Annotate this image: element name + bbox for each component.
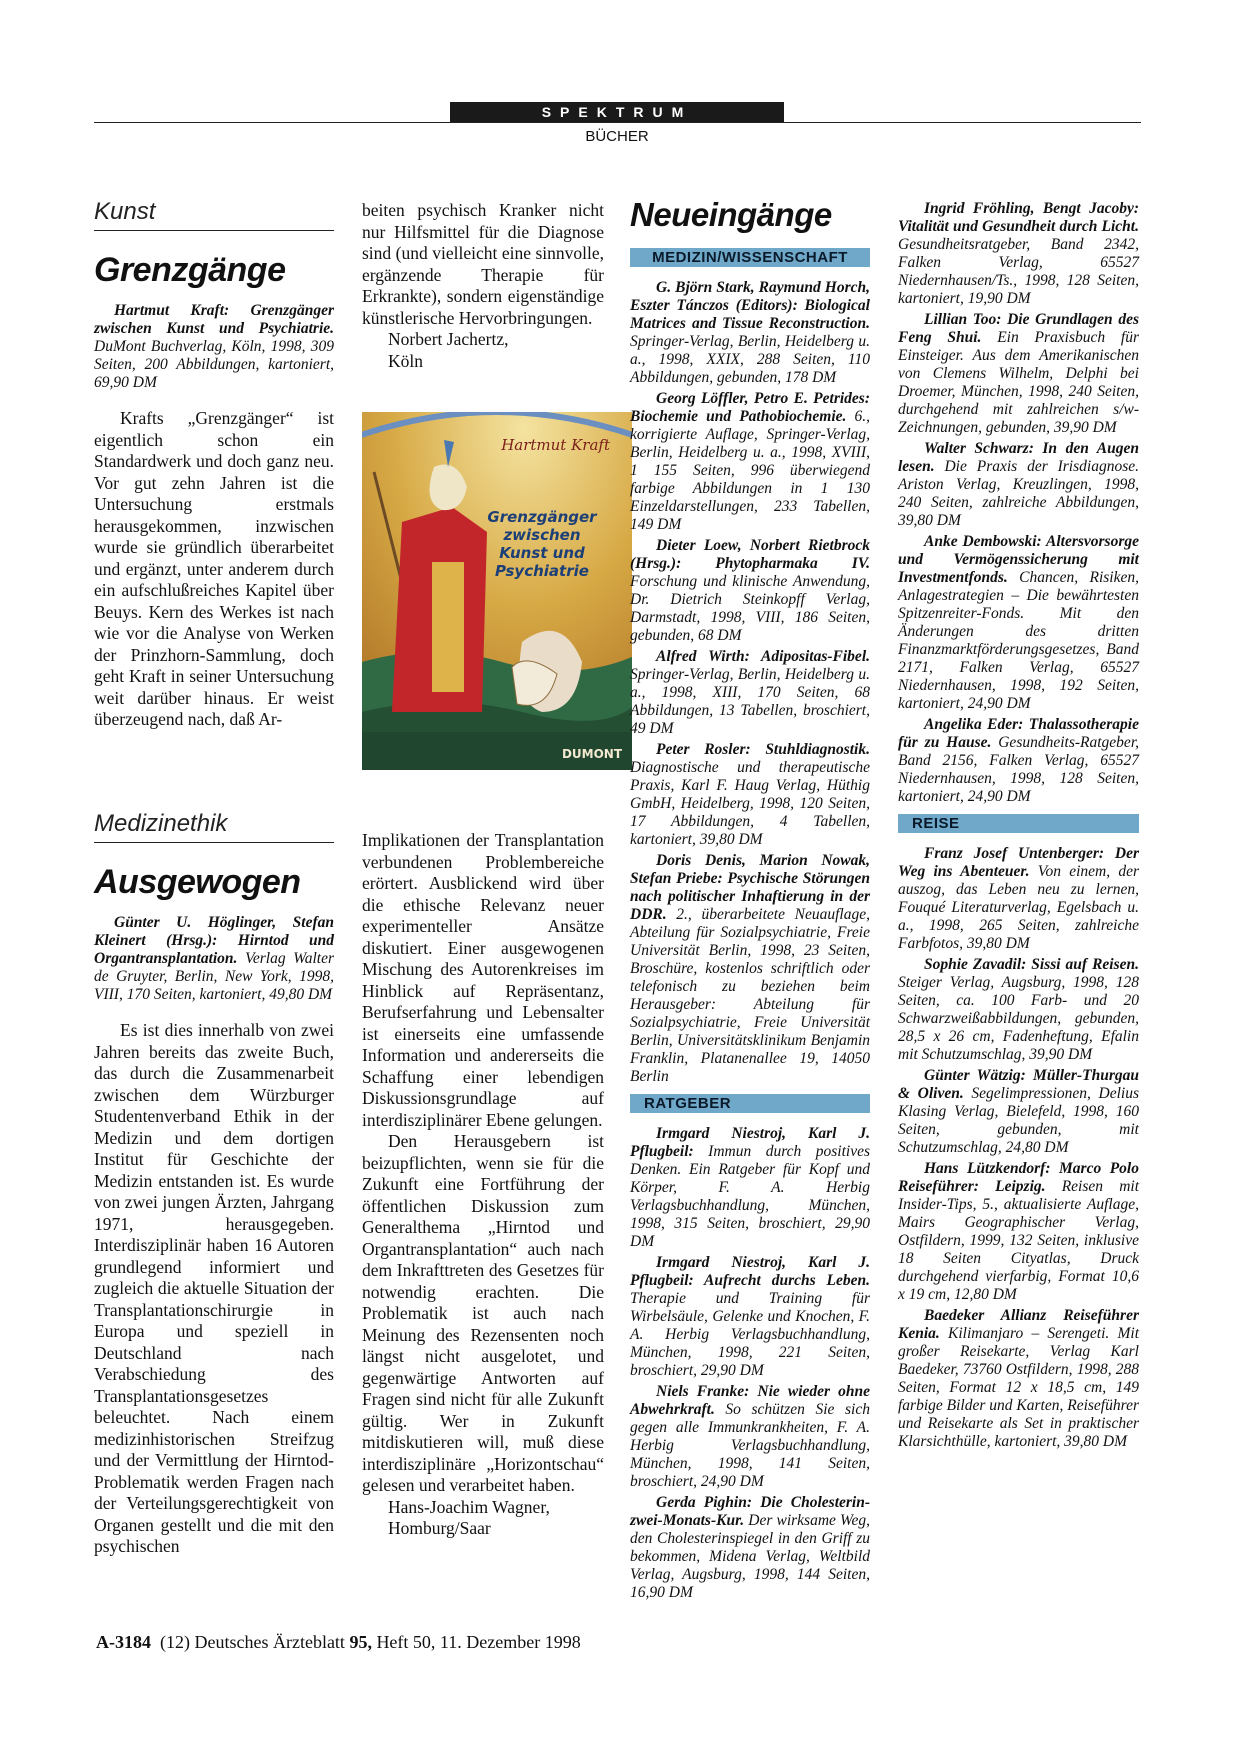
book-entry-details: Ein Praxisbuch für Einsteiger. Aus dem Amerikanischen von Clemens Wilhelm, Delphi bei Droemer, München, 1998, 240 Seiten, durchgehend mit zahlreichen s/w-Zeichnungen, gebunden, 39,90 DM — [898, 329, 1139, 436]
book-entry-details: Diagnostische und therapeutische Praxis, Karl F. Haug Verlag, Hüthig GmbH, Heidelberg, 1998, 120 Seiten, 17 Abbildungen, 4 Tabellen, kartoniert, 39,80 DM — [630, 759, 870, 848]
book-entry — [630, 390, 870, 534]
book-entry-title: Irmgard Niestroj, Karl J. Pflugbeil: Aufrecht durchs Leben. — [630, 1254, 870, 1289]
book-entry-details: Gesundheitsratgeber, Band 2342, Falken Verlag, 65527 Niedernhausen/Ts., 1998, 128 Seiten, kartoniert, 19,90 DM — [898, 236, 1139, 307]
article-kunst — [94, 198, 334, 731]
book-entry-title: Gerda Pighin: Die Cholesterin-zwei-Monats-Kur. — [630, 1494, 870, 1529]
paragraph: Krafts „Grenzgänger“ ist eigentlich schon ein Standardwerk und doch ganz neu. Vor gut zehn Jahren ist die Untersuchung erstmals herausgekommen, inzwischen wurde sie gründlich überarbeitet und ergänzt, unter anderem durch ein aufschlußreiches Kapitel über Beuys. Kern des Werkes ist nach wie vor die Analyse von Werken der Prinzhorn-Sammlung, doch geht Kraft in seiner Untersuchung weit darüber hinaus. Er weist überzeugend nach, daß Ar- — [94, 408, 334, 729]
book-entry-details: 2., überarbeitete Neuauflage, Abteilung für Sozialpsychiatrie, Freie Universität Berlin, 1998, 23 Seiten, Broschüre, kostenlos schriftlich oder telefonisch zu beziehen beim Herausgeber: Abteilung für Sozialpsychiatrie, Freie Universität Berlin, Universitätsklinikum Benjamin Franklin, Platanenallee 19, 14050 Berlin — [630, 906, 870, 1085]
book-entry-details: Segelimpressionen, Delius Klasing Verlag, Bielefeld, 1998, 160 Seiten, gebunden, mit Schutzumschlag, 24,80 DM — [898, 1085, 1139, 1156]
book-entry-title: G. Björn Stark, Raymund Horch, Eszter Tánczos (Editors): Biological Matrices and Tissue Reconstruction. — [630, 279, 870, 332]
book-entry-title: Alfred Wirth: Adipositas-Fibel. — [656, 648, 870, 665]
biblio-grenzgaenge — [94, 302, 334, 392]
book-entry — [630, 1383, 870, 1491]
section-header-bar: SPEKTRUM — [450, 102, 784, 122]
article-body-continued — [362, 200, 604, 329]
book-entry — [630, 1125, 870, 1251]
header-rule — [94, 122, 1141, 123]
book-entry — [630, 537, 870, 645]
book-entry-details: Die Praxis der Irisdiagnose. Ariston Verlag, Kreuzlingen, 1998, 240 Seiten, zahlreiche Abbildungen, 39,80 DM — [898, 458, 1139, 529]
reviewer-place: Homburg/Saar — [388, 1518, 491, 1538]
book-entry-title: Peter Rosler: Stuhldiagnostik. — [656, 741, 870, 758]
book-entry-details: Springer-Verlag, Berlin, Heidelberg u. a., 1998, XIII, 170 Seiten, 68 Abbildungen, 13 Tabellen, broschiert, 49 DM — [630, 666, 870, 737]
book-entry-title: Niels Franke: Nie wieder ohne Abwehrkraft. — [630, 1383, 870, 1418]
book-entry-details: Steiger Verlag, Augsburg, 1998, 128 Seiten, ca. 100 Farb- und 20 Schwarzweißabbildungen, gebunden, 28,5 x 26 cm, Fadenheftung, Efalin mit Schutzumschlag, 39,90 DM — [898, 974, 1139, 1063]
book-entry-details: Der wirksame Weg, den Cholesterinspiegel in den Griff zu bekommen, Midena Verlag, Weltbild Verlag, Augsburg, 1998, 144 Seiten, 16,90 DM — [630, 1512, 870, 1601]
cover-publisher: DUMONT — [561, 747, 623, 761]
book-entry-details: Gesundheits-Ratgeber, Band 2156, Falken Verlag, 65527 Niedernhausen, 1998, 128 Seiten, kartoniert, 24,90 DM — [898, 734, 1140, 805]
reviewer-name: Norbert Jachertz, — [388, 329, 509, 349]
book-entry-details: Von einem, der auszog, das Leben neu zu lernen, Fouqué Literaturverlag, Egelsbach u. a., 1998, 265 Seiten, zahlreiche Farbfotos, 39,80 DM — [898, 863, 1139, 952]
new-arrivals-list-continued — [898, 200, 1139, 1451]
book-entry-title: Irmgard Niestroj, Karl J. Pflugbeil: — [630, 1125, 870, 1160]
headline-grenzgaenge: Grenzgänge — [94, 251, 286, 289]
book-entry-details: So schützen Sie sich gegen alle Immunkrankheiten, F. A. Herbig Verlagsbuchhandlung, München, 1998, 141 Seiten, broschiert, 24,90 DM — [630, 1401, 870, 1490]
book-entry-details: Springer-Verlag, Berlin, Heidelberg u. a., 1998, XXIX, 288 Seiten, 110 Abbildungen, gebunden, 178 DM — [630, 333, 870, 386]
book-entry — [898, 1067, 1139, 1157]
column-1 — [94, 198, 335, 1556]
book-entry — [898, 1307, 1139, 1451]
book-entry — [898, 200, 1139, 308]
book-entry-title: Franz Josef Untenberger: Der Weg ins Abenteuer. — [898, 845, 1139, 880]
book-entry-title: Günter Wätzig: Müller-Thurgau & Oliven. — [898, 1067, 1139, 1102]
column-4 — [898, 200, 1139, 1454]
reviewer-place: Köln — [388, 350, 423, 371]
page-number: A-3184 — [96, 1632, 151, 1652]
cover-title-line: zwischen — [503, 526, 581, 544]
issue-date: Heft 50, 11. Dezember 1998 — [376, 1632, 581, 1652]
book-entry-title: Baedeker Allianz Reiseführer Kenia. — [898, 1307, 1139, 1342]
section-bar: RATGEBER — [630, 1094, 870, 1113]
article-body-continued — [362, 830, 604, 1497]
journal-name: (12) Deutsches Ärzteblatt — [160, 1632, 345, 1652]
book-entry-title: Hans Lützkendorf: Marco Polo Reiseführer: Leipzig. — [898, 1160, 1139, 1195]
column-3 — [630, 196, 870, 1605]
book-entry-details: 6., korrigierte Auflage, Springer-Verlag, Berlin, Heidelberg u. a., 1998, XVIII, 1 155 Seiten, 996 überwiegend farbige Abbildungen in 1 130 Einzeldarstellungen, 233 Tabellen, 149 DM — [630, 408, 870, 533]
book-entry — [630, 852, 870, 1086]
biblio-title: Hartmut Kraft: Grenzgänger zwischen Kunst und Psychiatrie. — [94, 302, 334, 337]
book-entry-title: Walter Schwarz: In den Augen lesen. — [898, 440, 1139, 475]
book-entry-details: Reisen mit Insider-Tips, 5., aktualisierte Auflage, Mairs Geographischer Verlag, Ostfildern, 1999, 132 Seiten, inklusive 18 Seiten Cityatlas, Druck durchgehend vierfarbig, Format 10,6 x 19 cm, 12,80 DM — [898, 1178, 1139, 1303]
article-body — [94, 408, 334, 731]
book-entry-title: Ingrid Fröhling, Bengt Jacoby: Vitalität und Gesundheit durch Licht. — [898, 200, 1139, 235]
cover-title-line: Kunst und — [499, 544, 585, 562]
book-entry-title: Sophie Zavadil: Sissi auf Reisen. — [924, 956, 1139, 973]
rubric-medizinethik: Medizinethik — [94, 810, 334, 843]
book-entry-title: Lillian Too: Die Grundlagen des Feng Shui. — [898, 311, 1139, 346]
biblio-ausgewogen — [94, 914, 334, 1004]
paragraph: Den Herausgebern ist beizupflichten, wenn sie für die Zukunft eine Fortführung der öffentlichen Diskussion zum Generalthema „Hirntod und Organtransplantation“ auch nach dem Inkrafttreten des Gesetzes für notwendig erachten. Die Problematik ist auch nach Meinung des Rezensenten noch längst nicht ausgelotet, und gegenwärtige Antworten auf Fragen sind nicht für alle Zukunft gültig. Wer in Zukunft mitdiskutieren will, muß diese interdisziplinäre „Horizontschau“ gelesen und verarbeitet haben. — [362, 1131, 604, 1495]
book-entry-details: Chancen, Risiken, Anlagestrategien – Die bewährtesten Spitzenreiter-Fonds. Mit den Änderungen des dritten Finanzmarktförderungsgesetzes, Band 2171, Falken Verlag, 65527 Niedernhausen, 1998, 192 Seiten, kartoniert, 24,90 DM — [898, 569, 1139, 712]
book-entry — [898, 1160, 1139, 1304]
book-entry — [898, 716, 1139, 806]
section-bar: MEDIZIN/WISSENSCHAFT — [630, 248, 870, 267]
book-entry — [898, 533, 1139, 713]
book-cover-illustration — [362, 412, 632, 770]
book-entry-details: Forschung und klinische Anwendung, Dr. Dietrich Steinkopff Verlag, Darmstadt, 1998, VIII, 186 Seiten, gebunden, 68 DM — [630, 573, 870, 644]
book-entry — [630, 279, 870, 387]
rubric-kunst: Kunst — [94, 198, 334, 231]
article-medizinethik — [94, 810, 334, 1558]
cover-author: Hartmut Kraft — [501, 436, 610, 454]
headline-ausgewogen: Ausgewogen — [94, 863, 301, 901]
book-entry — [630, 1494, 870, 1602]
book-entry-details: Therapie und Training für Wirbelsäule, Gelenke und Knochen, F. A. Herbig Verlagsbuchhandlung, München, 1998, 221 Seiten, broschiert, 29,90 DM — [630, 1290, 870, 1379]
section-bar: REISE — [898, 814, 1139, 833]
new-arrivals-list — [630, 248, 870, 1602]
page-footer — [96, 1632, 581, 1653]
book-entry — [630, 741, 870, 849]
paragraph: Es ist dies innerhalb von zwei Jahren bereits das zweite Buch, das durch die Zusammenarbeit zwischen dem Würzburger Studentenverband Ethik in der Medizin und dem dortigen Institut für Geschichte der Medizin entstanden ist. Es wurde von zwei jungen Ärzten, Jahrgang 1971, herausgegeben. Interdisziplinär haben 16 Autoren grundlegend informiert und zugleich die aktuelle Situation der Transplantationschirurgie in Europa und speziell in Deutschland nach Verabschiedung des Transplantationsgesetzes beleuchtet. Nach einem medizinhistorischen Streifzug und der Vermittlung der Hirntod-Problematik werden Fragen nach der Verteilungsgerechtigkeit von Organen gestellt und die mit den psychischen — [94, 1020, 334, 1556]
book-entry-title: Anke Dembowski: Altersvorsorge und Vermögenssicherung mit Investmentfonds. — [898, 533, 1139, 586]
reviewer-name: Hans-Joachim Wagner, — [388, 1496, 550, 1517]
biblio-details: Verlag Walter de Gruyter, Berlin, New York, 1998, VIII, 170 Seiten, kartoniert, 49,80 DM — [94, 950, 335, 1003]
book-cover-image — [362, 412, 632, 770]
biblio-title: Günter U. Höglinger, Stefan Kleinert (Hrsg.): Hirntod und Organtransplantation. — [94, 914, 334, 967]
journal-volume: 95, — [349, 1632, 372, 1652]
book-entry — [898, 956, 1139, 1064]
biblio-details: DuMont Buchverlag, Köln, 1998, 309 Seiten, 200 Abbildungen, kartoniert, 69,90 DM — [94, 338, 334, 391]
paragraph: beiten psychisch Kranker nicht nur Hilfsmittel für die Diagnose sind (und vielleicht eine sinnvolle, ergänzende Therapie für Erkrankte), sondern eigenständige künstlerische Hervorbringungen. — [362, 200, 604, 328]
headline-neueingaenge: Neueingänge — [630, 196, 832, 233]
cover-title-line: Grenzgänger — [487, 508, 597, 526]
book-entry — [898, 440, 1139, 530]
column-2 — [362, 200, 604, 372]
paragraph: Implikationen der Transplantation verbundenen Problembereiche erörtert. Ausblickend wird über die ethische Relevanz neuer experimenteller Ansätze diskutiert. Einer ausgewogenen Mischung des Autorenkreises im Hinblick auf Repräsentanz, Berufserfahrung und Lebensalter ist einerseits eine umfassende Information und andererseits die Schaffung einer lebendigen Diskussionsgrundlage auf interdisziplinärer Ebene gelungen. — [362, 830, 604, 1130]
book-entry — [630, 648, 870, 738]
book-entry-details: Kilimanjaro – Serengeti. Mit großer Reisekarte, Verlag Karl Baedeker, 73760 Ostfildern, 1998, 288 Seiten, Format 12 x 18,5 cm, 149 farbige Bilder und Karten, Reiseführer und Reisekarte als Set in praktischer Klarsichthülle, kartoniert, 39,80 DM — [898, 1325, 1139, 1450]
book-entry — [898, 845, 1139, 953]
book-entry-title: Georg Löffler, Petro E. Petrides: Biochemie und Pathobiochemie. — [630, 390, 870, 425]
book-entry — [898, 311, 1139, 437]
book-entry — [630, 1254, 870, 1380]
article-body — [94, 1020, 334, 1558]
section-subheader: BÜCHER — [585, 128, 649, 145]
book-entry-title: Angelika Eder: Thalassotherapie für zu Hause. — [898, 716, 1139, 751]
book-entry-title: Dieter Loew, Norbert Rietbrock (Hrsg.): Phytopharmaka IV. — [630, 537, 870, 572]
cover-title-line: Psychiatrie — [495, 562, 589, 580]
column-2-lower — [362, 830, 604, 1540]
book-entry-details: Immun durch positives Denken. Ein Ratgeber für Kopf und Körper, F. A. Herbig Verlagsbuchhandlung, München, 1998, 315 Seiten, broschiert, 29,90 DM — [630, 1143, 870, 1250]
book-entry-title: Doris Denis, Marion Nowak, Stefan Priebe: Psychische Störungen nach politischer Inhaftierung in der DDR. — [630, 852, 870, 923]
